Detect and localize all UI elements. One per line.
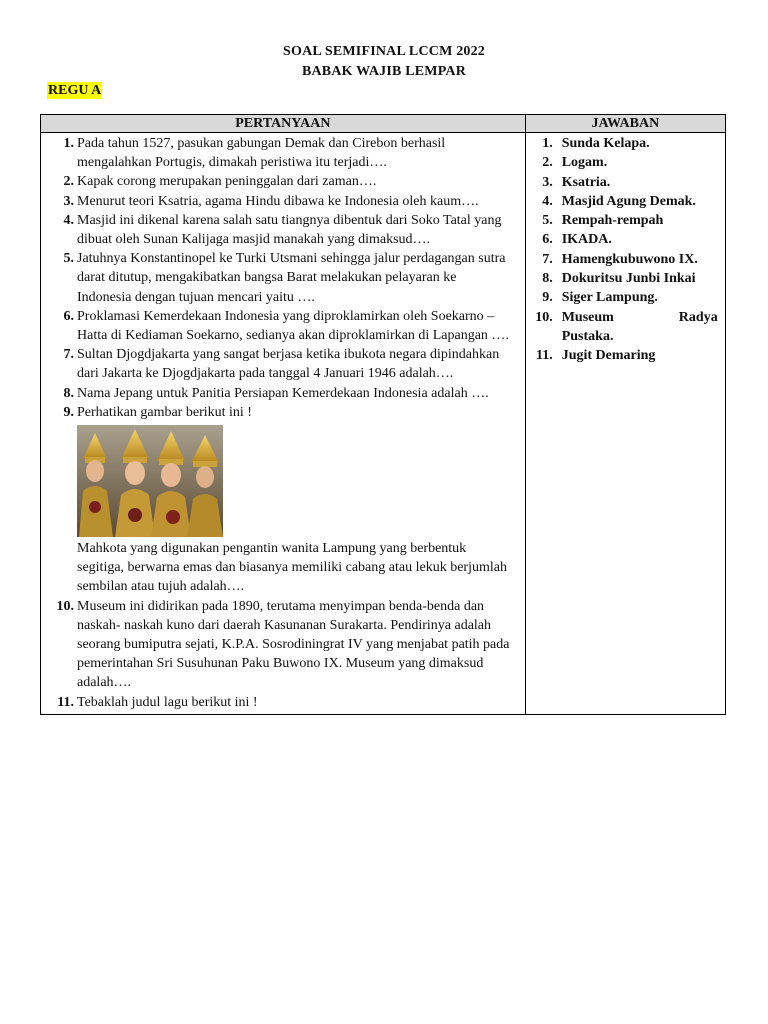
question-item [41, 172, 525, 191]
question-number: 9. [63, 404, 74, 420]
question-item [41, 384, 525, 403]
question-text: Pada tahun 1527, pasukan gabungan Demak dan Cirebon berhasil mengalahkan Portugis, dimakah peristiwa itu terjadi…. [77, 136, 446, 171]
answer-column-header: JAWABAN [525, 115, 725, 133]
answer-cell [525, 133, 725, 715]
question-text: Jatuhnya Konstantinopel ke Turki Utsmani sehingga jalur perdagangan sutra darat ditutup, mengakibatkan bangsa Barat melakukan pelayaran ke Indonesia dengan tujuan mencari yaitu …. [77, 251, 506, 305]
answer-item [526, 211, 725, 230]
answer-item [526, 308, 725, 347]
answer-number: 6. [542, 232, 553, 248]
question-text: Proklamasi Kemerdekaan Indonesia yang diproklamirkan oleh Soekarno – Hatta di Kediaman Soekarno, sedianya akan diproklamirkan di Lapangan …. [77, 308, 509, 344]
question-text: Perhatikan gambar berikut ini ! [77, 404, 252, 420]
answer-number: 3. [542, 174, 553, 190]
answer-item [526, 288, 725, 307]
question-text-continued: Mahkota yang digunakan pengantin wanita Lampung yang berbentuk segitiga, berwarna emas dan biasanya memiliki cabang atau lekuk berjumlah sembilan atau tujuh adalah…. [77, 541, 507, 595]
answer-text-line1 [562, 308, 718, 327]
question-text: Kapak corong merupakan peninggalan dari zaman…. [77, 174, 377, 190]
answer-word: Museum [561, 309, 614, 325]
answer-number: 5. [542, 213, 553, 229]
question-number: 2. [63, 174, 74, 190]
quiz-table [40, 114, 726, 715]
answer-text: IKADA. [561, 232, 612, 248]
question-item [41, 597, 525, 693]
answer-word: Radya [678, 309, 718, 325]
question-text: Tebaklah judul lagu berikut ini ! [77, 694, 258, 710]
question-number: 3. [63, 193, 74, 209]
answer-number: 4. [542, 193, 553, 209]
question-item [41, 249, 525, 307]
answer-item [526, 134, 725, 153]
question-text: Nama Jepang untuk Panitia Persiapan Kemerdekaan Indonesia adalah …. [77, 385, 489, 401]
answer-number: 10. [535, 309, 553, 325]
question-text: Masjid ini dikenal karena salah satu tiangnya dibentuk dari Soko Tatal yang dibuat oleh Sunan Kalijaga masjid manakah yang dimaksud…. [77, 212, 502, 248]
question-text: Menurut teori Ksatria, agama Hindu dibawa ke Indonesia oleh kaum…. [77, 193, 479, 209]
answer-text: Masjid Agung Demak. [561, 193, 696, 209]
answer-text [562, 308, 718, 347]
question-list [41, 133, 525, 714]
group-label: REGU A [48, 83, 102, 98]
answer-item [526, 269, 725, 288]
answer-text: Siger Lampung. [561, 290, 658, 306]
question-text: Sultan Djogdjakarta yang sangat berjasa ketika ibukota negara dipindahkan dari Jakarta ke Djogdjakarta pada tanggal 4 Januari 1946 adalah…. [77, 347, 500, 382]
answer-number: 7. [542, 251, 553, 267]
question-item [41, 403, 525, 597]
answer-number: 1. [542, 136, 553, 151]
answer-text: Rempah-rempah [561, 213, 664, 229]
answer-text: Jugit Demaring [561, 348, 656, 364]
answer-number: 2. [542, 155, 553, 171]
answer-item [526, 250, 725, 269]
answer-text: Logam. [561, 155, 608, 171]
question-number: 7. [63, 347, 74, 363]
answer-item [526, 346, 725, 365]
answer-item [526, 230, 725, 249]
answer-item [526, 173, 725, 192]
document-title: SOAL SEMIFINAL LCCM 2022 [283, 44, 485, 59]
answer-number: 11. [535, 348, 553, 364]
question-number: 6. [63, 308, 74, 324]
question-column-header: PERTANYAAN [41, 115, 526, 133]
answer-number: 9. [542, 290, 553, 306]
answer-item [526, 153, 725, 172]
question-item [41, 192, 525, 211]
question-number: 5. [63, 251, 74, 267]
answer-text: Hamengkubuwono IX. [561, 251, 698, 267]
question-number: 11. [57, 694, 74, 710]
answer-text-line2: Pustaka. [561, 328, 614, 344]
answer-number: 8. [542, 271, 553, 287]
answer-text: Dokuritsu Junbi Inkai [561, 271, 696, 287]
question-number: 4. [63, 212, 74, 228]
question-cell [41, 133, 526, 715]
question-item [41, 345, 525, 383]
question-item [41, 211, 525, 249]
question-body [76, 403, 513, 597]
question-number: 8. [63, 385, 74, 401]
table-body-row [41, 133, 726, 715]
answer-text: Sunda Kelapa. [561, 136, 650, 151]
answer-list [526, 133, 725, 366]
document-subtitle: BABAK WAJIB LEMPAR [301, 64, 467, 79]
question-number: 1. [63, 136, 74, 151]
question-item [41, 307, 525, 345]
question-item [41, 134, 525, 172]
answer-text: Ksatria. [561, 174, 611, 190]
lampung-bride-photo [77, 425, 223, 537]
answer-item [526, 192, 725, 211]
question-item [41, 693, 525, 712]
table-header-row [41, 115, 726, 133]
question-text: Museum ini didirikan pada 1890, terutama menyimpan benda-benda dan naskah- naskah kuno dari daerah Kasunanan Surakarta. Pendirinya adalah seorang bumiputra sejati, K.P.A. Sosrodiningrat IV yang menjabat patih pada pemerintahan Sri Susuhunan Paku Buwono IX. Museum yang dimaksud adalah…. [77, 598, 510, 691]
question-number: 10. [56, 598, 74, 614]
